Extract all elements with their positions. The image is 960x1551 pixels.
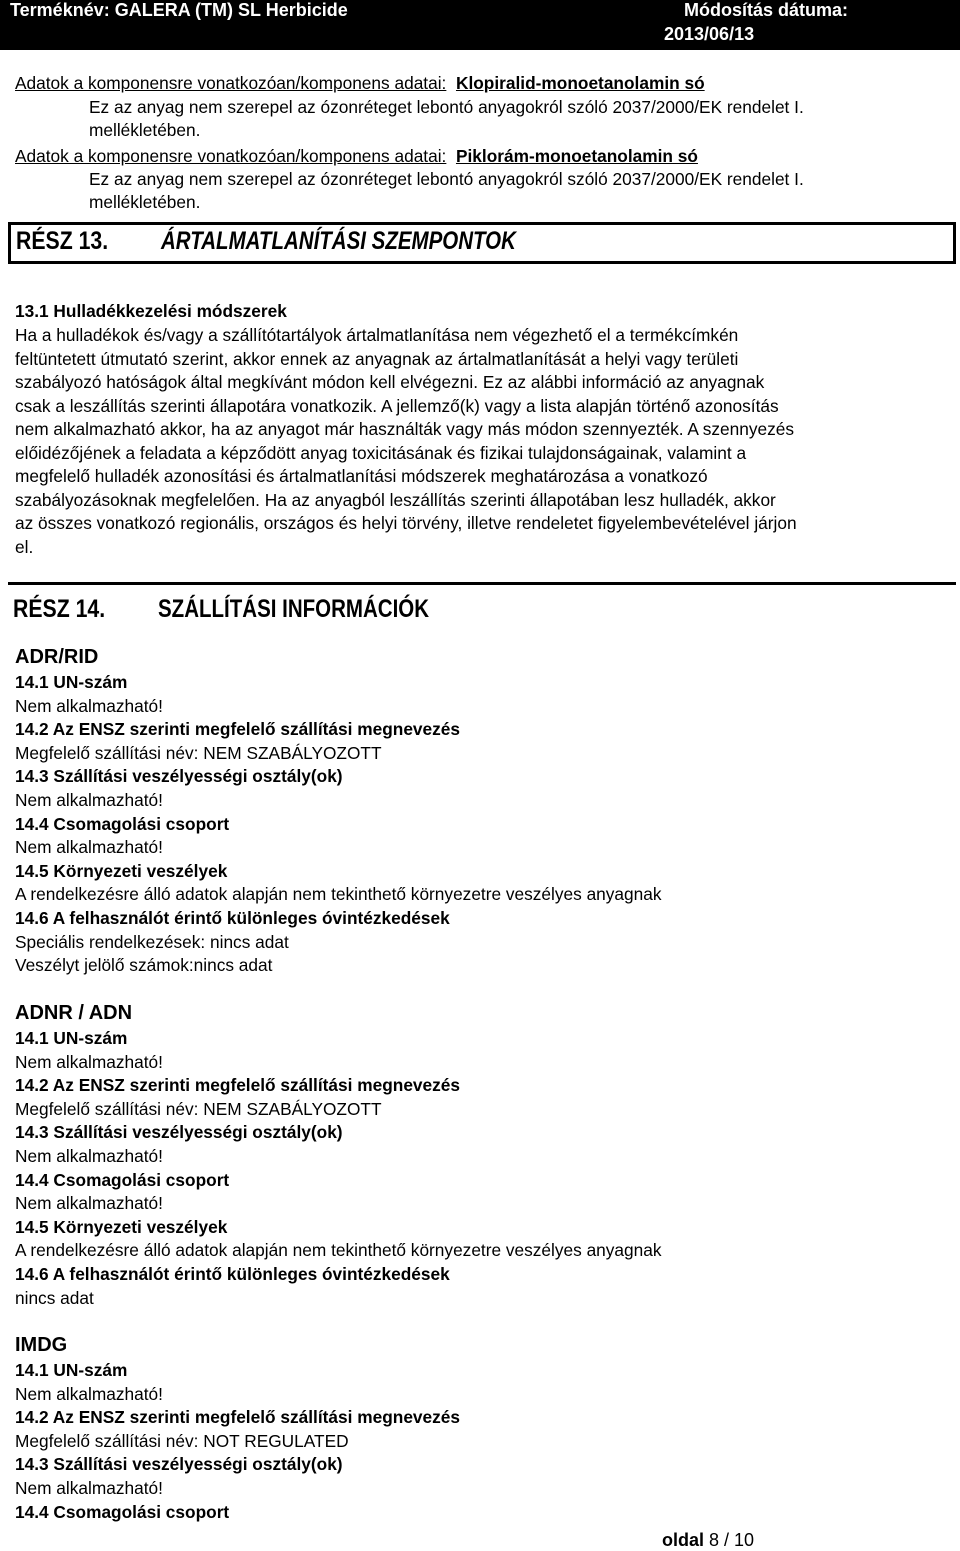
product-name: Terméknév: GALERA (TM) SL Herbicide — [10, 0, 348, 20]
transport-subheading: 14.1 UN-szám — [15, 672, 128, 692]
adnr-heading: ADNR / ADN — [15, 1002, 133, 1024]
transport-value: Nem alkalmazható! — [15, 695, 163, 716]
transport-subheading: 14.2 Az ENSZ szerinti megfelelő szállítási megnevezés — [15, 1075, 461, 1096]
transport-value: Megfelelő szállítási név: NOT REGULATED — [15, 1430, 349, 1451]
transport-value: Nem alkalmazható! — [15, 1193, 163, 1214]
transport-value: Nem alkalmazható! — [15, 1051, 163, 1072]
transport-subheading: 14.6 A felhasználót érintő különleges óvintézkedések — [15, 1263, 450, 1284]
page-header — [0, 0, 960, 50]
imdg-heading: IMDG — [15, 1334, 68, 1356]
transport-subheading: 14.1 UN-szám — [15, 1028, 128, 1048]
transport-subheading: 14.3 Szállítási veszélyességi osztály(ok) — [15, 1454, 343, 1475]
section-14-title: SZÁLLÍTÁSI INFORMÁCIÓK — [158, 595, 430, 623]
transport-value: Nem alkalmazható! — [15, 837, 163, 858]
transport-subheading: 14.3 Szállítási veszélyességi osztály(ok) — [15, 766, 343, 787]
adnr-list — [15, 1027, 662, 1310]
transport-value: Nem alkalmazható! — [15, 789, 163, 810]
transport-subheading: 14.4 Csomagolási csoport — [15, 813, 230, 834]
section-13-number: RÉSZ 13. — [16, 227, 109, 255]
section-13-1-heading: 13.1 Hulladékkezelési módszerek — [15, 301, 287, 321]
transport-subheading: 14.4 Csomagolási csoport — [15, 1501, 230, 1522]
transport-subheading: 14.5 Környezeti veszélyek — [15, 860, 228, 881]
transport-subheading: 14.4 Csomagolási csoport — [15, 1169, 230, 1190]
component-2-line1: Ez az anyag nem szerepel az ózonréteget lebontó anyagokról szóló 2037/2000/EK rendelet I. — [89, 169, 804, 189]
transport-value: Nem alkalmazható! — [15, 1477, 163, 1498]
transport-value: Nem alkalmazható! — [15, 1145, 163, 1166]
transport-value: Megfelelő szállítási név: NEM SZABÁLYOZOTT — [15, 742, 382, 763]
revision-date-label: Módosítás dátuma: — [683, 0, 848, 20]
transport-value: Nem alkalmazható! — [15, 1383, 163, 1404]
adr-heading: ADR/RID — [15, 646, 99, 668]
page-number: oldal 8 / 10 — [662, 1530, 755, 1550]
section-13-1-text: Ha a hulladékok és/vagy a szállítótartályok ártalmatlanítása nem végezhető el a termékcímkén feltüntetett útmutató szerint, akkor ennek az anyagnak az ártalmatlanítását a helyi vagy területi szabályozó hatóságok által megkívánt módon kell elvégezni. Ez az alábbi információ az anyagnak csak a leszállítás szerinti állapotára vonatkozik. A jellemző(k) vagy a lista alapján történő azonosítás nem alkalmazható akkor, ha az anyagot már használták vagy más módon szennyezték. A szennyezés előidézőjének a feladata a képződött anyag toxicitásának és fizikai tulajdonságainak, valamint a megfelelő hulladék azonosítási és ártalmatlanítási módszerek meghatározása a vonatkozó szabályozásoknak megfelelően. Ha az anyagból leszállítás szerinti állapotában lesz hulladék, akkor az összes vonatkozó regionális, országos és helyi törvény, illetve rendeletet figyelembevételével járjon el. — [15, 325, 797, 557]
component-1-line1: Ez az anyag nem szerepel az ózonréteget lebontó anyagokról szóló 2037/2000/EK rendelet I. — [89, 97, 804, 117]
transport-value: Speciális rendelkezések: nincs adat — [15, 931, 289, 952]
transport-value: A rendelkezésre álló adatok alapján nem tekinthető környezetre veszélyes anyagnak — [15, 884, 662, 905]
transport-subheading: 14.3 Szállítási veszélyességi osztály(ok) — [15, 1122, 343, 1143]
adr-list — [15, 671, 662, 978]
transport-subheading: 14.1 UN-szám — [15, 1360, 128, 1380]
component-1-heading: Adatok a komponensre vonatkozóan/komponens adatai: Klopiralid-monoetanolamin só — [15, 73, 705, 93]
transport-subheading: 14.2 Az ENSZ szerinti megfelelő szállítási megnevezés — [15, 1407, 461, 1428]
section-13-title: ÁRTALMATLANÍTÁSI SZEMPONTOK — [161, 227, 516, 255]
imdg-list — [15, 1359, 460, 1524]
component-1-line2: mellékletében. — [89, 120, 201, 140]
transport-value: Veszélyt jelölő számok:nincs adat — [15, 955, 273, 976]
transport-value: nincs adat — [15, 1287, 94, 1308]
section-14-number: RÉSZ 14. — [13, 595, 106, 623]
transport-value: A rendelkezésre álló adatok alapján nem tekinthető környezetre veszélyes anyagnak — [15, 1240, 662, 1261]
revision-date: 2013/06/13 — [664, 24, 755, 44]
component-2-line2: mellékletében. — [89, 192, 201, 212]
component-2-heading: Adatok a komponensre vonatkozóan/komponens adatai: Piklorám-monoetanolamin só — [15, 146, 698, 166]
transport-value: Megfelelő szállítási név: NEM SZABÁLYOZOTT — [15, 1098, 382, 1119]
section-13-header — [8, 222, 956, 264]
section-14-header — [8, 582, 956, 632]
transport-subheading: 14.5 Környezeti veszélyek — [15, 1216, 228, 1237]
transport-subheading: 14.2 Az ENSZ szerinti megfelelő szállítási megnevezés — [15, 719, 461, 740]
transport-subheading: 14.6 A felhasználót érintő különleges óvintézkedések — [15, 907, 450, 928]
